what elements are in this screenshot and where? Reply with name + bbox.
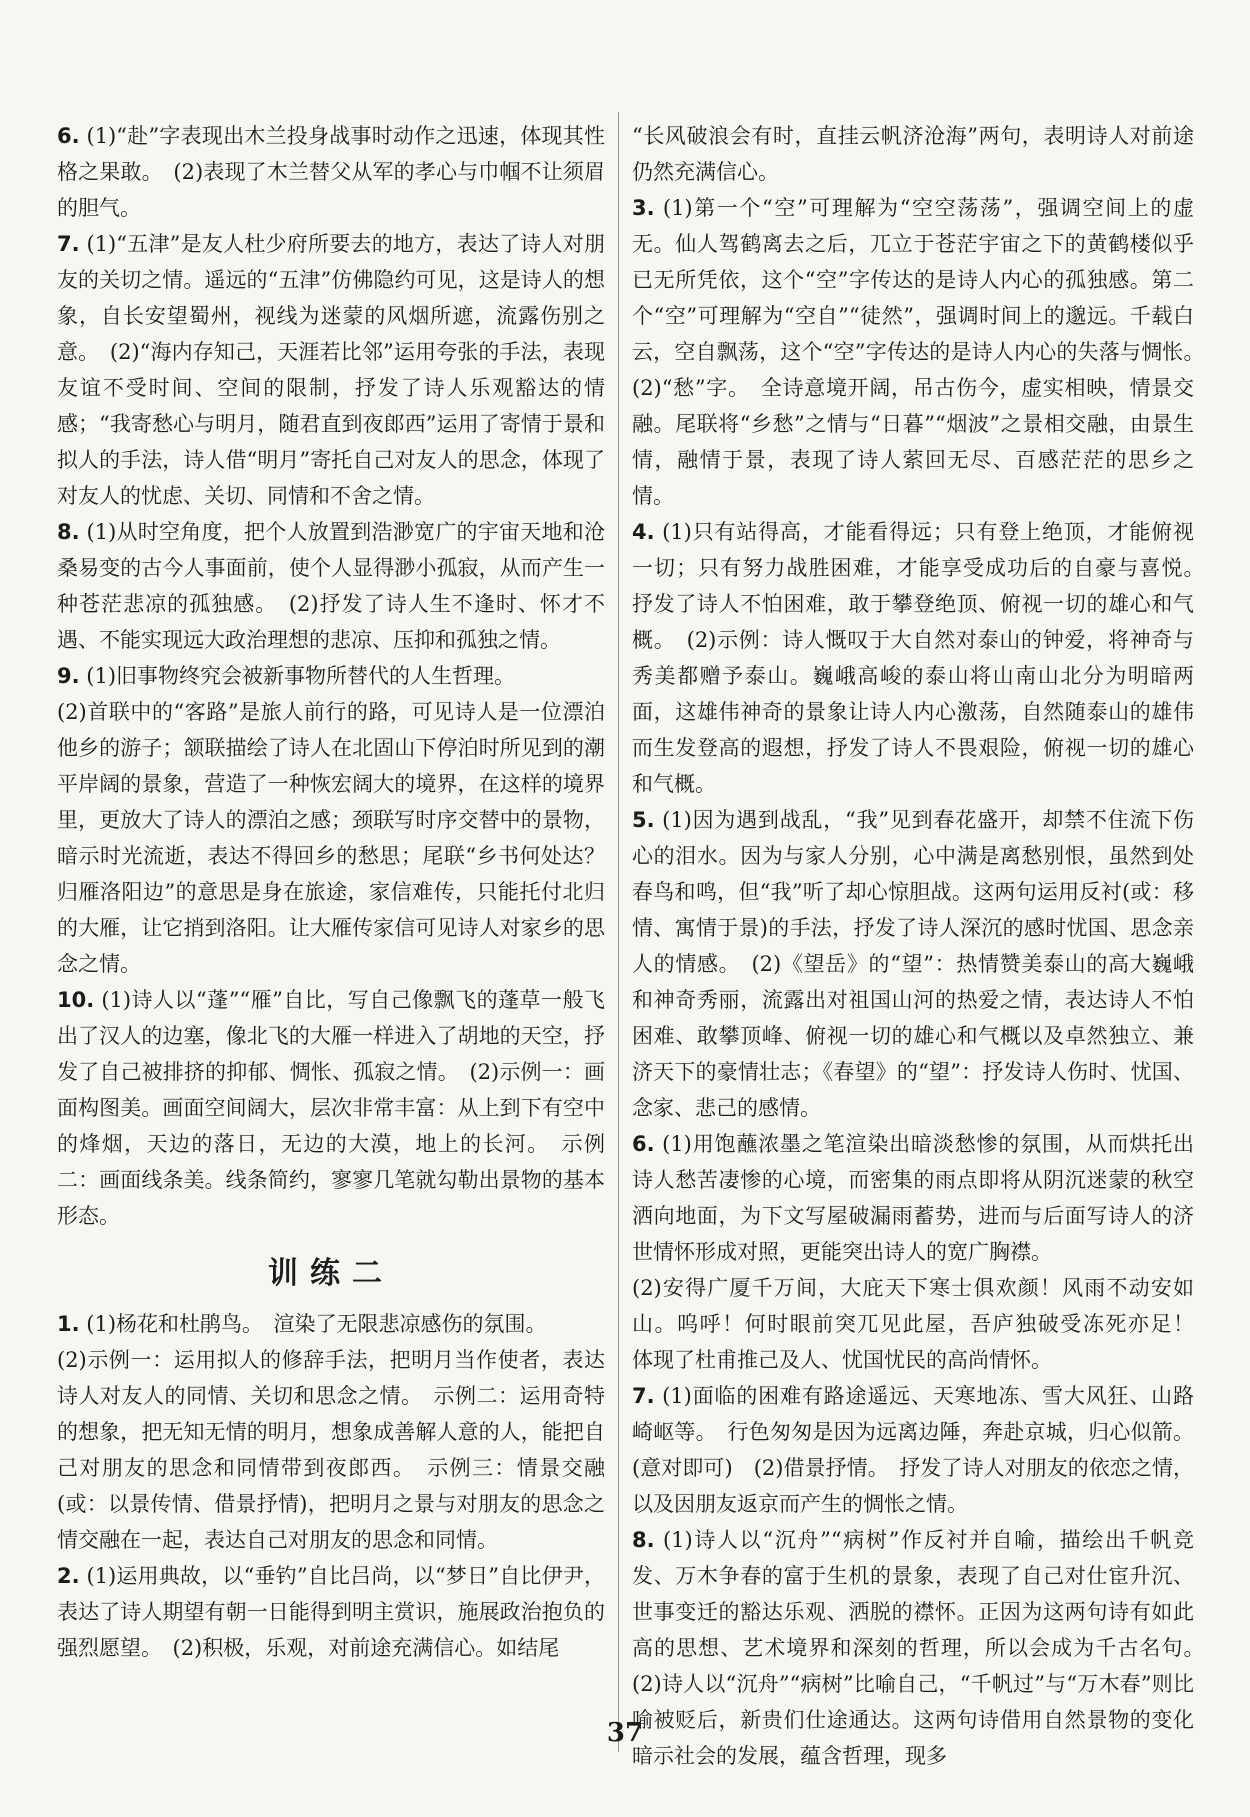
answer-text: (1)“五津”是友人杜少府所要去的地方，表达了诗人对朋友的关切之情。遥远的“五津”仿佛隐约可见，这是诗人的想象，自长安望蜀州，视线为迷蒙的风烟所遮，流露伤别之意。 (2)“海内存知己，天涯若比邻”运用夸张的手法，表现友谊不受时间、空间的限制，抒发了诗人乐观豁达的情感；“我寄愁心与明月，随君直到夜郎西”运用了寄情于景和拟人的手法，诗人借“明月”寄托自己对友人的思念，体现了对友人的忧虑、关切、同情和不舍之情。 <box>57 232 605 508</box>
question-number: 9. <box>57 664 80 688</box>
answer-text: (1)第一个“空”可理解为“空空荡荡”，强调空间上的虚无。仙人驾鹤离去之后，兀立于苍茫宇宙之下的黄鹤楼似乎已无所凭依，这个“空”字传达的是诗人内心的孤独感。第二个“空”可理解为“空自”“徒然”，强调时间上的邈远。千载白云，空自飘荡，这个“空”字传达的是诗人内心的失落与惆怅。 (2)“愁”字。 全诗意境开阔，吊古伤今，虚实相映，情景交融。尾联将“乡愁”之情与“日暮”“烟波”之景相交融，由景生情，融情于景，表现了诗人萦回无尽、百感茫茫的思乡之情。 <box>632 196 1215 508</box>
column-divider <box>618 112 619 1752</box>
answer-item <box>57 1558 605 1666</box>
question-number: 8. <box>632 1528 655 1552</box>
section-answer-list <box>57 1306 605 1666</box>
question-number: 6. <box>632 1132 655 1156</box>
answer-text: (1)杨花和杜鹃鸟。 渲染了无限悲凉感伤的氛围。 <box>86 1312 547 1336</box>
answer-item <box>632 1270 1215 1378</box>
answer-text: “长风破浪会有时，直挂云帆济沧海”两句，表明诗人对前途仍然充满信心。 <box>632 124 1194 184</box>
answer-text: (1)从时空角度，把个人放置到浩渺宽广的宇宙天地和沧桑易变的古今人事面前，使个人显得渺小孤寂，从而产生一种苍茫悲凉的孤独感。 (2)抒发了诗人生不逢时、怀才不遇、不能实现远大政治理想的悲凉、压抑和孤独之情。 <box>57 520 605 652</box>
answer-text: (1)诗人以“沉舟”“病树”作反衬并自喻，描绘出千帆竞发、万木争春的富于生机的景象，表现了自己对仕宦升沉、世事变迁的豁达乐观、洒脱的襟怀。正因为这两句诗有如此高的思想、艺术境界和深刻的哲理，所以会成为千古名句。 (2)诗人以“沉舟”“病树”比喻自己，“千帆过”与“万木春”则比喻被贬后，新贵们仕途通达。这两句诗借用自然景物的变化暗示社会的发展，蕴含哲理，现多 <box>632 1528 1215 1768</box>
question-number: 8. <box>57 520 80 544</box>
answer-text: (1)用饱蘸浓墨之笔渲染出暗淡愁惨的氛围，从而烘托出诗人愁苦凄惨的心境，而密集的雨点即将从阴沉迷蒙的秋空洒向地面，为下文写屋破漏雨蓄势，进而与后面写诗人的济世情怀形成对照，更能突出诗人的宽广胸襟。 <box>632 1132 1194 1264</box>
answer-text: (2)示例一：运用拟人的修辞手法，把明月当作使者，表达诗人对友人的同情、关切和思念之情。 示例二：运用奇特的想象，把无知无情的明月，想象成善解人意的人，能把自己对朋友的思念和同情带到夜郎西。 示例三：情景交融(或：以景传情、借景抒情)，把明月之景与对朋友的思念之情交融在一起，表达自己对朋友的思念和同情。 <box>57 1348 605 1552</box>
question-number: 10. <box>57 988 95 1012</box>
answer-item <box>632 514 1215 802</box>
question-number: 6. <box>57 124 80 148</box>
answer-item <box>632 190 1215 514</box>
question-number: 4. <box>632 520 655 544</box>
page-number: 37 <box>606 1718 644 1748</box>
question-number: 3. <box>632 196 655 220</box>
answer-item <box>632 1126 1194 1270</box>
answer-text: (2)安得广厦千万间，大庇天下寒士俱欢颜！风雨不动安如山。呜呼！何时眼前突兀见此屋，吾庐独破受冻死亦足！ 体现了杜甫推己及人、忧国忧民的高尚情怀。 <box>632 1276 1215 1372</box>
question-number: 1. <box>57 1312 80 1336</box>
answer-item <box>632 118 1194 190</box>
answer-item <box>57 982 605 1234</box>
question-number: 2. <box>57 1564 80 1588</box>
left-column <box>57 118 605 1666</box>
answer-text: (1)“赴”字表现出木兰投身战事时动作之迅速，体现其性格之果敢。 (2)表现了木兰替父从军的孝心与巾帼不让须眉的胆气。 <box>57 124 605 220</box>
answer-text: (1)旧事物终究会被新事物所替代的人生哲理。 <box>86 664 516 688</box>
answer-item <box>632 1378 1194 1522</box>
answer-item <box>57 226 605 514</box>
left-answer-list <box>57 118 605 1234</box>
answer-text: (1)因为遇到战乱，“我”见到春花盛开，却禁不住流下伤心的泪水。因为与家人分别，心中满是离愁别恨，虽然到处春鸟和鸣，但“我”听了却心惊胆战。这两句运用反衬(或：移情、寓情于景)的手法，抒发了诗人深沉的感时忧国、思念亲人的情感。 (2)《望岳》的“望”：热情赞美泰山的高大巍峨和神奇秀丽，流露出对祖国山河的热爱之情，表达诗人不怕困难、敢攀顶峰、俯视一切的雄心和气概以及卓然独立、兼济天下的豪情壮志；《春望》的“望”：抒发诗人伤时、忧国、念家、悲己的感情。 <box>632 808 1194 1120</box>
section-title: 训练二 <box>268 1256 394 1291</box>
answer-text: (2)首联中的“客路”是旅人前行的路，可见诗人是一位漂泊他乡的游子；颔联描绘了诗人在北固山下停泊时所见到的潮平岸阔的景象，营造了一种恢宏阔大的境界，在这样的境界里，更放大了诗人的漂泊之感；颈联写时序交替中的景物，暗示时光流逝，表达不得回乡的愁思；尾联“乡书何处达？归雁洛阳边”的意思是身在旅途，家信难传，只能托付北归的大雁，让它捎到洛阳。让大雁传家信可见诗人对家乡的思念之情。 <box>57 700 605 976</box>
answer-item <box>57 514 605 658</box>
answer-text: (1)只有站得高，才能看得远；只有登上绝顶，才能俯视一切；只有努力战胜困难，才能享受成功后的自豪与喜悦。 抒发了诗人不怕困难，敢于攀登绝顶、俯视一切的雄心和气概。 (2)示例：诗人慨叹于大自然对泰山的钟爱，将神奇与秀美都赠予泰山。巍峨高峻的泰山将山南山北分为明暗两面，这雄伟神奇的景象让诗人内心激荡，自然随泰山的雄伟而生发登高的遐想，抒发了诗人不畏艰险，俯视一切的雄心和气概。 <box>632 520 1215 796</box>
right-column <box>632 118 1215 1774</box>
answer-text: (1)运用典故，以“垂钓”自比吕尚，以“梦日”自比伊尹，表达了诗人期望有朝一日能得到明主赏识，施展政治抱负的强烈愿望。 (2)积极，乐观，对前途充满信心。如结尾 <box>57 1564 605 1660</box>
answer-item <box>632 802 1194 1126</box>
answer-item <box>57 1306 605 1342</box>
question-number: 7. <box>57 232 80 256</box>
question-number: 7. <box>632 1384 655 1408</box>
answer-item <box>57 658 605 694</box>
answer-item <box>57 694 605 982</box>
question-number: 5. <box>632 808 655 832</box>
answer-text: (1)面临的困难有路途遥远、天寒地冻、雪大风狂、山路崎岖等。 行色匆匆是因为远离边陲，奔赴京城，归心似箭。(意对即可) (2)借景抒情。 抒发了诗人对朋友的依恋之情，以及因朋友返京而产生的惆怅之情。 <box>632 1384 1194 1516</box>
answer-text: (1)诗人以“蓬”“雁”自比，写自己像飘飞的蓬草一般飞出了汉人的边塞，像北飞的大雁一样进入了胡地的天空，抒发了自己被排挤的抑郁、惆怅、孤寂之情。 (2)示例一：画面构图美。画面空间阔大，层次非常丰富：从上到下有空中的烽烟，天边的落日，无边的大漠，地上的长河。 示例二：画面线条美。线条简约，寥寥几笔就勾勒出景物的基本形态。 <box>57 988 605 1228</box>
right-answer-list <box>632 118 1215 1774</box>
answer-item <box>57 1342 605 1558</box>
answer-item <box>57 118 605 226</box>
